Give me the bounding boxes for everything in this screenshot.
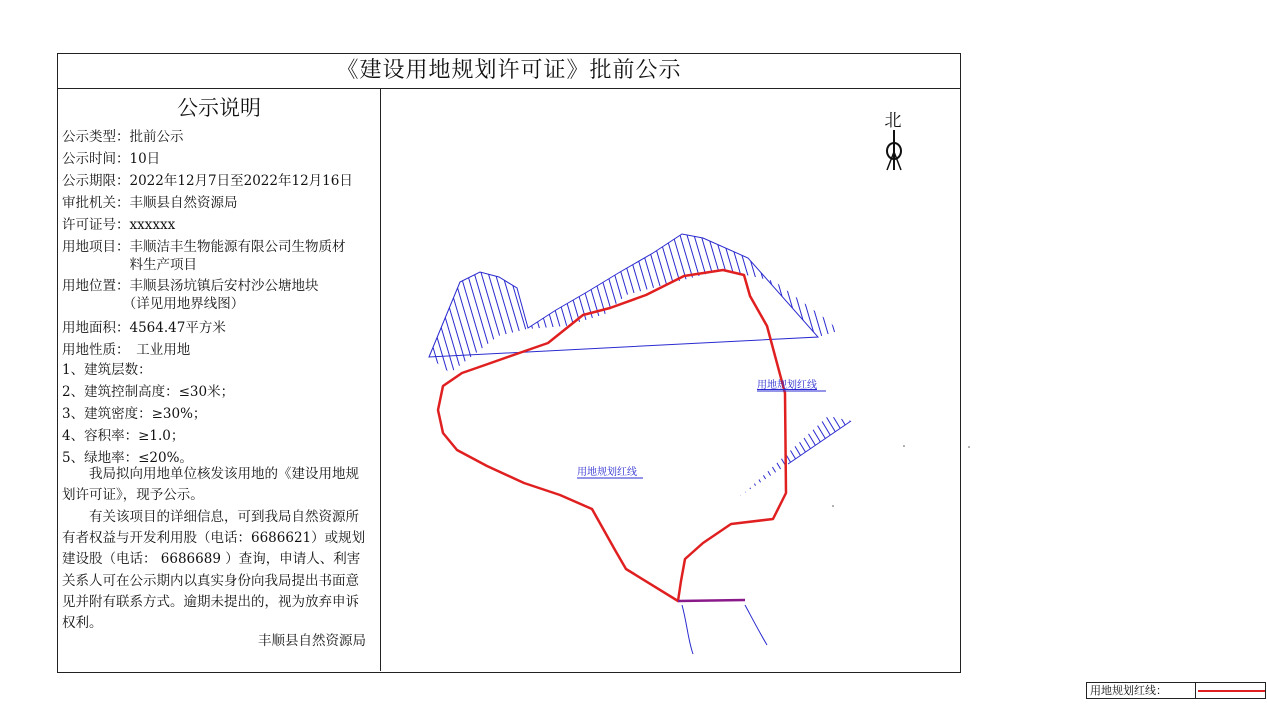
hatch-line <box>885 218 935 388</box>
signature: 丰顺县自然资源局 <box>258 633 366 649</box>
notice-line: 1、建筑层数： <box>62 362 152 378</box>
hatch-line <box>891 408 951 508</box>
redline-label: 用地规划红线 <box>757 380 817 391</box>
hatch-line <box>843 218 893 388</box>
hatch-line <box>423 218 473 388</box>
hatch-line <box>381 218 431 388</box>
hatch-line <box>898 408 958 508</box>
hatch-line <box>563 218 613 388</box>
hatch-line <box>549 218 599 388</box>
hatch-line <box>787 218 837 388</box>
legend-label: 用地规划红线： <box>1090 684 1167 697</box>
hatch-line <box>682 218 732 388</box>
notice-line: 4、容积率：≥1.0； <box>62 428 185 444</box>
hatch-line <box>849 408 909 508</box>
map-legend <box>1086 682 1266 699</box>
hatch-line <box>689 218 739 388</box>
hatch-line <box>877 408 937 508</box>
hatch-line <box>801 218 851 388</box>
legend-redline-swatch <box>1195 683 1267 698</box>
hatch-line <box>570 218 620 388</box>
hatch-line <box>856 408 916 508</box>
hatch-line <box>878 218 928 388</box>
notice-frame <box>57 53 1167 697</box>
hatch-line <box>815 218 865 388</box>
hatch-line <box>521 218 571 388</box>
site-access-edge <box>678 600 745 601</box>
hatch-line <box>535 218 585 388</box>
hatch-line <box>864 218 914 388</box>
hatch-line <box>857 218 907 388</box>
hatch-line <box>395 218 445 388</box>
hatch-line <box>863 408 923 508</box>
hatch-line <box>724 218 774 388</box>
hatch-line <box>458 218 508 388</box>
notice-line: 审批机关：丰顺县自然资源局 <box>62 195 238 211</box>
notice-paragraph: 我局拟向用地单位核发该用地的《建设用地规划许可证》，现予公示。 <box>62 466 359 504</box>
site-boundary-redline <box>438 270 786 601</box>
notice-line: 用地面积：4564.47平方米 <box>62 320 226 336</box>
hatch-line <box>493 218 543 388</box>
notice-line: 用地位置：丰顺县汤坑镇后安村沙公塘地块 <box>62 278 319 294</box>
hatch-area-southeast <box>681 408 958 508</box>
hatch-line <box>773 218 823 388</box>
hatch-line <box>794 218 844 388</box>
north-label: 北 <box>884 111 902 131</box>
page-title: 《建设用地规划许可证》批前公示 <box>58 54 960 89</box>
hatch-line <box>899 218 949 388</box>
notice-line: 许可证号：xxxxxx <box>62 217 176 233</box>
hatch-line <box>717 218 767 388</box>
hatch-line <box>688 408 748 508</box>
notice-line: 公示类型：批前公示 <box>62 129 184 145</box>
hatch-line <box>738 218 788 388</box>
hatch-line <box>710 218 760 388</box>
hatch-line <box>829 218 879 388</box>
hatch-line <box>500 218 550 388</box>
hatch-line <box>681 408 741 508</box>
hatch-line <box>528 218 578 388</box>
hatch-line <box>731 218 781 388</box>
hatch-line <box>758 408 818 508</box>
hatch-line <box>507 218 557 388</box>
notice-line: 公示时间：10日 <box>62 151 161 167</box>
hatch-line <box>591 218 641 388</box>
notice-line: （详见用地界线图） <box>62 296 245 312</box>
hatch-line <box>828 408 888 508</box>
hatch-line <box>850 218 900 388</box>
hatch-line <box>556 218 606 388</box>
hatch-line <box>702 408 762 508</box>
hatch-line <box>871 218 921 388</box>
notice-line: 用地性质： 工业用地 <box>62 342 191 358</box>
hatch-area-north <box>381 218 949 388</box>
hatch-line <box>884 408 944 508</box>
hatch-line <box>388 218 438 388</box>
notice-heading: 公示说明 <box>177 96 261 120</box>
hatch-boundary <box>788 421 851 464</box>
hatch-line <box>835 408 895 508</box>
stream-line <box>682 605 693 654</box>
hatch-line <box>759 218 809 388</box>
hatch-line <box>842 408 902 508</box>
hatch-line <box>472 218 522 388</box>
hatch-line <box>870 408 930 508</box>
hatch-line <box>730 408 790 508</box>
hatch-line <box>751 408 811 508</box>
notice-panel <box>58 88 381 671</box>
hatch-line <box>612 218 662 388</box>
hatch-line <box>696 218 746 388</box>
hatch-line <box>703 218 753 388</box>
notice-line: 5、绿地率：≤20%。 <box>62 450 193 466</box>
site-map <box>381 88 1167 697</box>
hatch-line <box>695 408 755 508</box>
hatch-line <box>765 408 825 508</box>
hatch-line <box>542 218 592 388</box>
hatch-line <box>416 218 466 388</box>
hatch-line <box>605 218 655 388</box>
notice-line: 2、建筑控制高度：≤30米； <box>62 384 235 400</box>
hatch-line <box>766 218 816 388</box>
notice-line: 3、建筑密度：≥30%； <box>62 406 207 422</box>
site-map-drawing <box>381 88 960 671</box>
hatch-line <box>402 218 452 388</box>
redline-label: 用地规划红线 <box>577 467 637 478</box>
hatch-line <box>723 408 783 508</box>
hatch-line <box>822 218 872 388</box>
hatch-line <box>892 218 942 388</box>
hatch-line <box>709 408 769 508</box>
stream-line <box>745 605 767 645</box>
notice-line: 公示期限：2022年12月7日至2022年12月16日 <box>62 173 353 189</box>
notice-line: 用地项目：丰顺洁丰生物能源有限公司生物质材 <box>62 239 346 255</box>
hatch-line <box>808 218 858 388</box>
hatch-line <box>821 408 881 508</box>
hatch-line <box>675 218 725 388</box>
north-arrow-icon <box>885 111 902 170</box>
notice-paragraph: 有关该项目的详细信息，可到我局自然资源所有者权益与开发利用股（电话：6686621）或规划建设股（电话： 6686689 ）查询，申请人、利害关系人可在公示期内以真实身份向我局提出书面意见并附有联系方式。逾期未提出的，视为放弃申诉权利。 <box>62 509 366 632</box>
hatch-line <box>716 408 776 508</box>
hatch-line <box>836 218 886 388</box>
notice-line: 料生产项目 <box>62 257 197 273</box>
hatch-line <box>577 218 627 388</box>
